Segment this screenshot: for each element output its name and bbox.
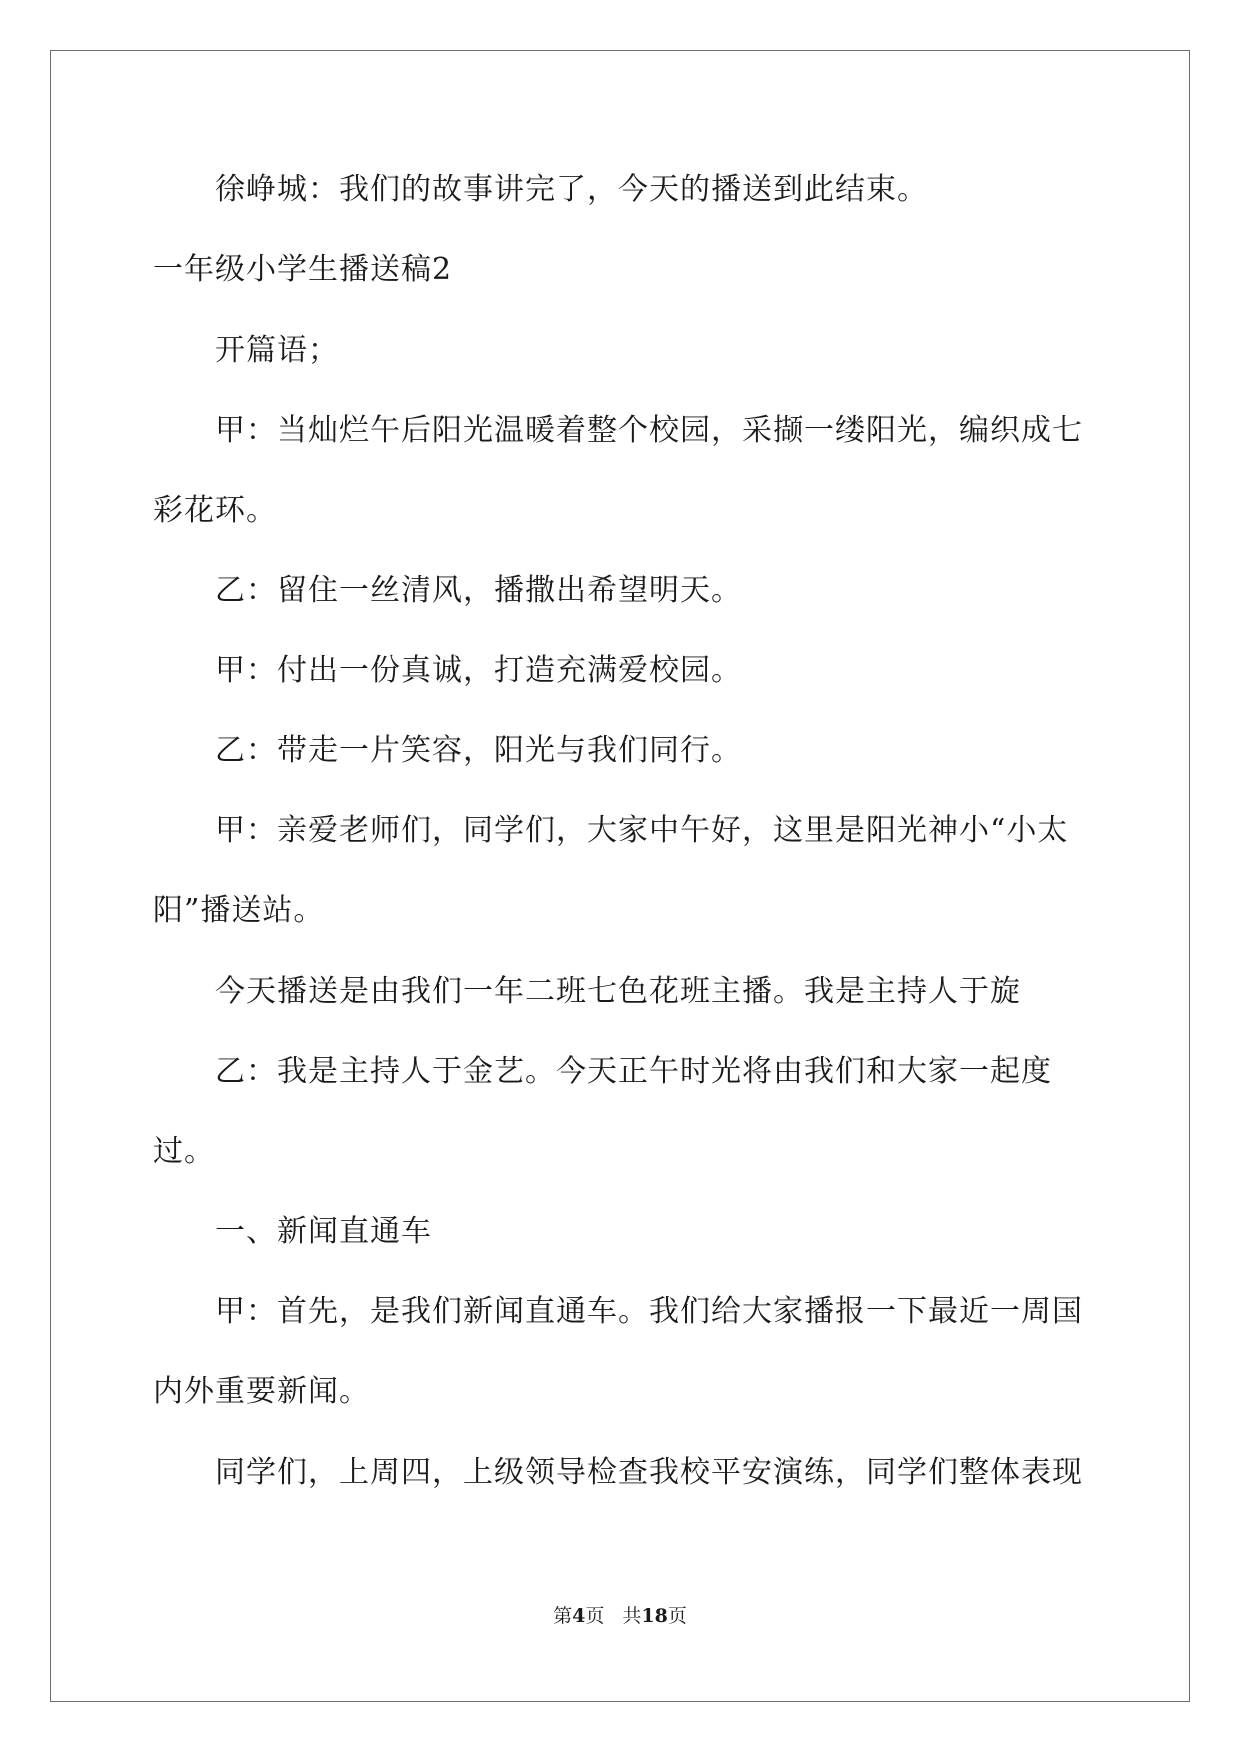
paragraph-line: 徐峥城：我们的故事讲完了，今天的播送到此结束。 (215, 172, 928, 207)
paragraph-line: 开篇语； (215, 333, 339, 368)
paragraph-line: 阳”播送站。 (153, 893, 325, 928)
section-title: 一年级小学生播送稿2 (153, 252, 453, 287)
paragraph-line: 乙：留住一丝清风，播撒出希望明天。 (215, 573, 742, 608)
page-number: 4 (572, 1605, 586, 1627)
paragraph-line: 同学们，上周四，上级领导检查我校平安演练，同学们整体表现 (215, 1455, 1083, 1490)
paragraph-line: 乙：我是主持人于金艺。今天正午时光将由我们和大家一起度 (215, 1054, 1052, 1089)
paragraph-line: 今天播送是由我们一年二班七色花班主播。我是主持人于旋 (215, 974, 1021, 1009)
paragraph-line: 彩花环。 (153, 493, 277, 528)
paragraph-line: 甲：付出一份真诚，打造充满爱校园。 (215, 653, 742, 688)
page-footer (0, 1602, 1240, 1630)
total-suffix: 页 (667, 1605, 687, 1627)
paragraph-line: 甲：首先，是我们新闻直通车。我们给大家播报一下最近一周国 (215, 1294, 1083, 1329)
paragraph-line: 甲：当灿烂午后阳光温暖着整个校园，采撷一缕阳光，编织成七 (215, 413, 1083, 448)
total-prefix: 共 (622, 1605, 642, 1627)
paragraph-line: 甲：亲爱老师们，同学们，大家中午好，这里是阳光神小“小太 (215, 813, 1069, 848)
page-prefix: 第 (553, 1605, 573, 1627)
paragraph-line: 一、新闻直通车 (215, 1214, 432, 1249)
paragraph-line: 过。 (153, 1134, 215, 1169)
paragraph-line: 内外重要新闻。 (153, 1374, 370, 1409)
page-suffix: 页 (585, 1605, 605, 1627)
paragraph-line: 乙：带走一片笑容，阳光与我们同行。 (215, 733, 742, 768)
total-pages: 18 (641, 1605, 668, 1627)
